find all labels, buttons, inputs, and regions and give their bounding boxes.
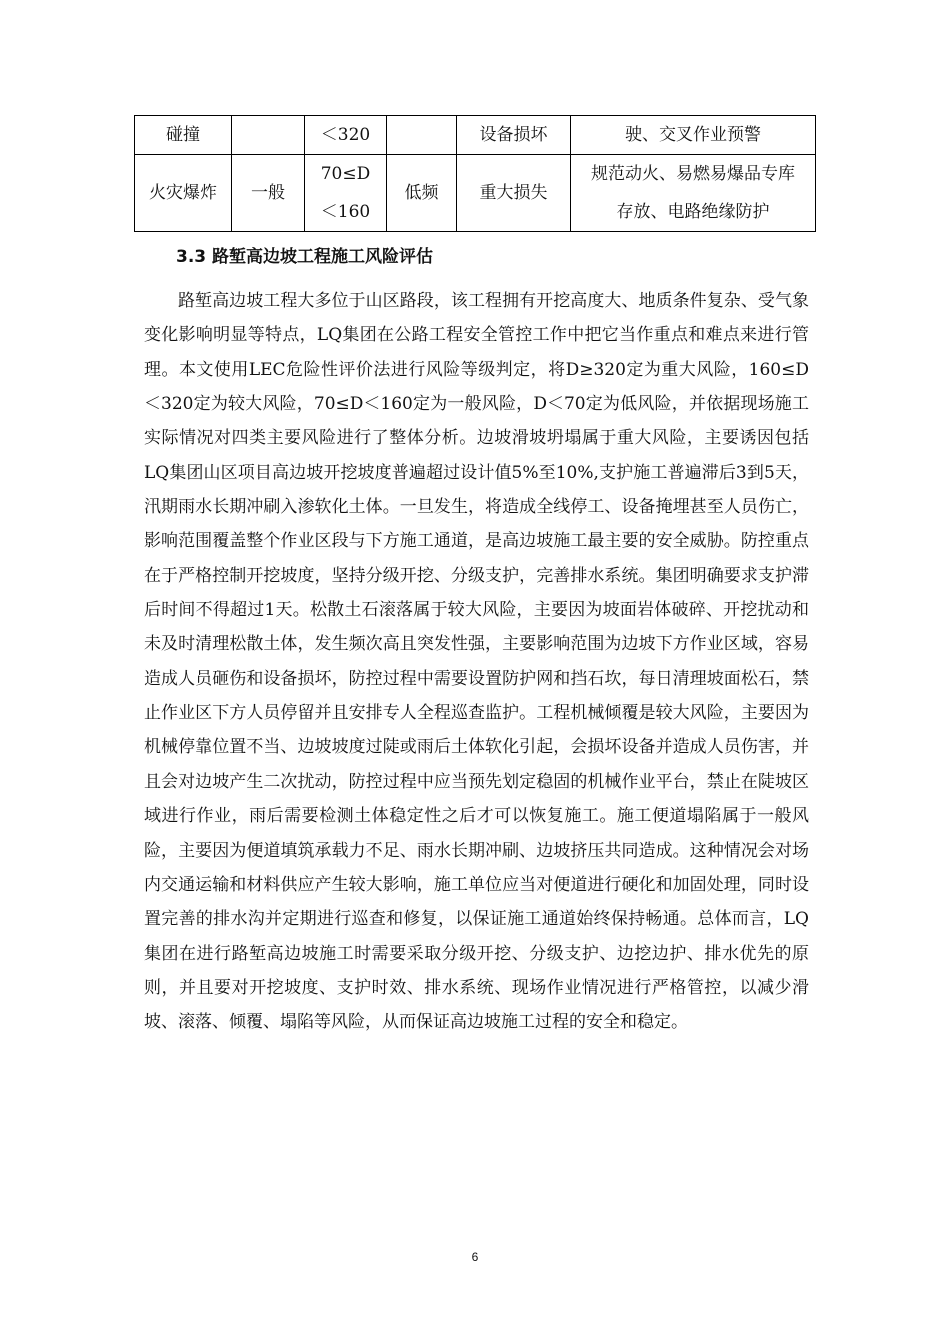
body-paragraph: 路堑高边坡工程大多位于山区路段，该工程拥有开挖高度大、地质条件复杂、受气象变化影响明显等特点，LQ集团在公路工程安全管控工作中把它当作重点和难点来进行管理。本文使用LEC危险性评价法进行风险等级判定，将D≥320定为重大风险，160≤D＜320定为较大风险，70≤D＜160定为一般风险，D＜70定为低风险，并依据现场施工实际情况对四类主要风险进行了整体分析。边坡滑坡坍塌属于重大风险，主要诱因包括LQ集团山区项目高边坡开挖坡度普遍超过设计值5%至10%,支护施工普遍滞后3到5天，汛期雨水长期冲刷入渗软化土体。一旦发生，将造成全线停工、设备掩埋甚至人员伤亡，影响范围覆盖整个作业区段与下方施工通道，是高边坡施工最主要的安全威胁。防控重点在于严格控制开挖坡度，坚持分级开挖、分级支护，完善排水系统。集团明确要求支护滞后时间不得超过1天。松散土石滚落属于较大风险，主要因为坡面岩体破碎、开挖扰动和未及时清理松散土体，发生频次高且突发性强，主要影响范围为边坡下方作业区域，容易造成人员砸伤和设备损坏，防控过程中需要设置防护网和挡石坎，每日清理坡面松石，禁止作业区下方人员停留并且安排专人全程巡查监护。工程机械倾覆是较大风险，主要因为机械停靠位置不当、边坡坡度过陡或雨后土体软化引起，会损坏设备并造成人员伤害，并且会对边坡产生二次扰动，防控过程中应当预先划定稳固的机械作业平台，禁止在陡坡区域进行作业，雨后需要检测土体稳定性之后才可以恢复施工。施工便道塌陷属于一般风险，主要因为便道填筑承载力不足、雨水长期冲刷、边坡挤压共同造成。这种情况会对场内交通运输和材料供应产生较大影响，施工单位应当对便道进行硬化和加固处理，同时设置完善的排水沟并定期进行巡查和修复，以保证施工通道始终保持畅通。总体而言，LQ集团在进行路堑高边坡施工时需要采取分级开挖、分级支护、边挖边护、排水优先的原则，并且要对开挖坡度、支护时效、排水系统、现场作业情况进行严格管控，以减少滑坡、滚落、倾覆、塌陷等风险，从而保证高边坡施工过程的安全和稳定。 xyxy=(144,291,809,1033)
risk-table xyxy=(134,115,816,232)
table-cell: 低频 xyxy=(387,155,457,232)
table-cell: 重大损失 xyxy=(457,155,571,232)
table-cell xyxy=(232,116,305,155)
section-heading: 3.3 路堑高边坡工程施工风险评估 xyxy=(176,247,434,267)
table-cell-line: 70≤D xyxy=(320,164,371,184)
table-cell: ＜320 xyxy=(305,116,387,155)
table-cell-line: 存放、电路绝缘防护 xyxy=(616,202,770,222)
table-cell xyxy=(305,155,387,232)
table-row xyxy=(135,155,816,232)
page-number: 6 xyxy=(471,1250,479,1264)
table-cell: 火灾爆炸 xyxy=(135,155,232,232)
table-cell xyxy=(387,116,457,155)
table-cell: 设备损坏 xyxy=(457,116,571,155)
table-cell-line: ＜160 xyxy=(320,202,371,222)
table-cell: 驶、交叉作业预警 xyxy=(571,116,816,155)
table-cell-line: 规范动火、易燃易爆品专库 xyxy=(591,164,795,184)
table-row xyxy=(135,116,816,155)
table-cell: 碰撞 xyxy=(135,116,232,155)
table-cell xyxy=(571,155,816,232)
table-cell: 一般 xyxy=(232,155,305,232)
